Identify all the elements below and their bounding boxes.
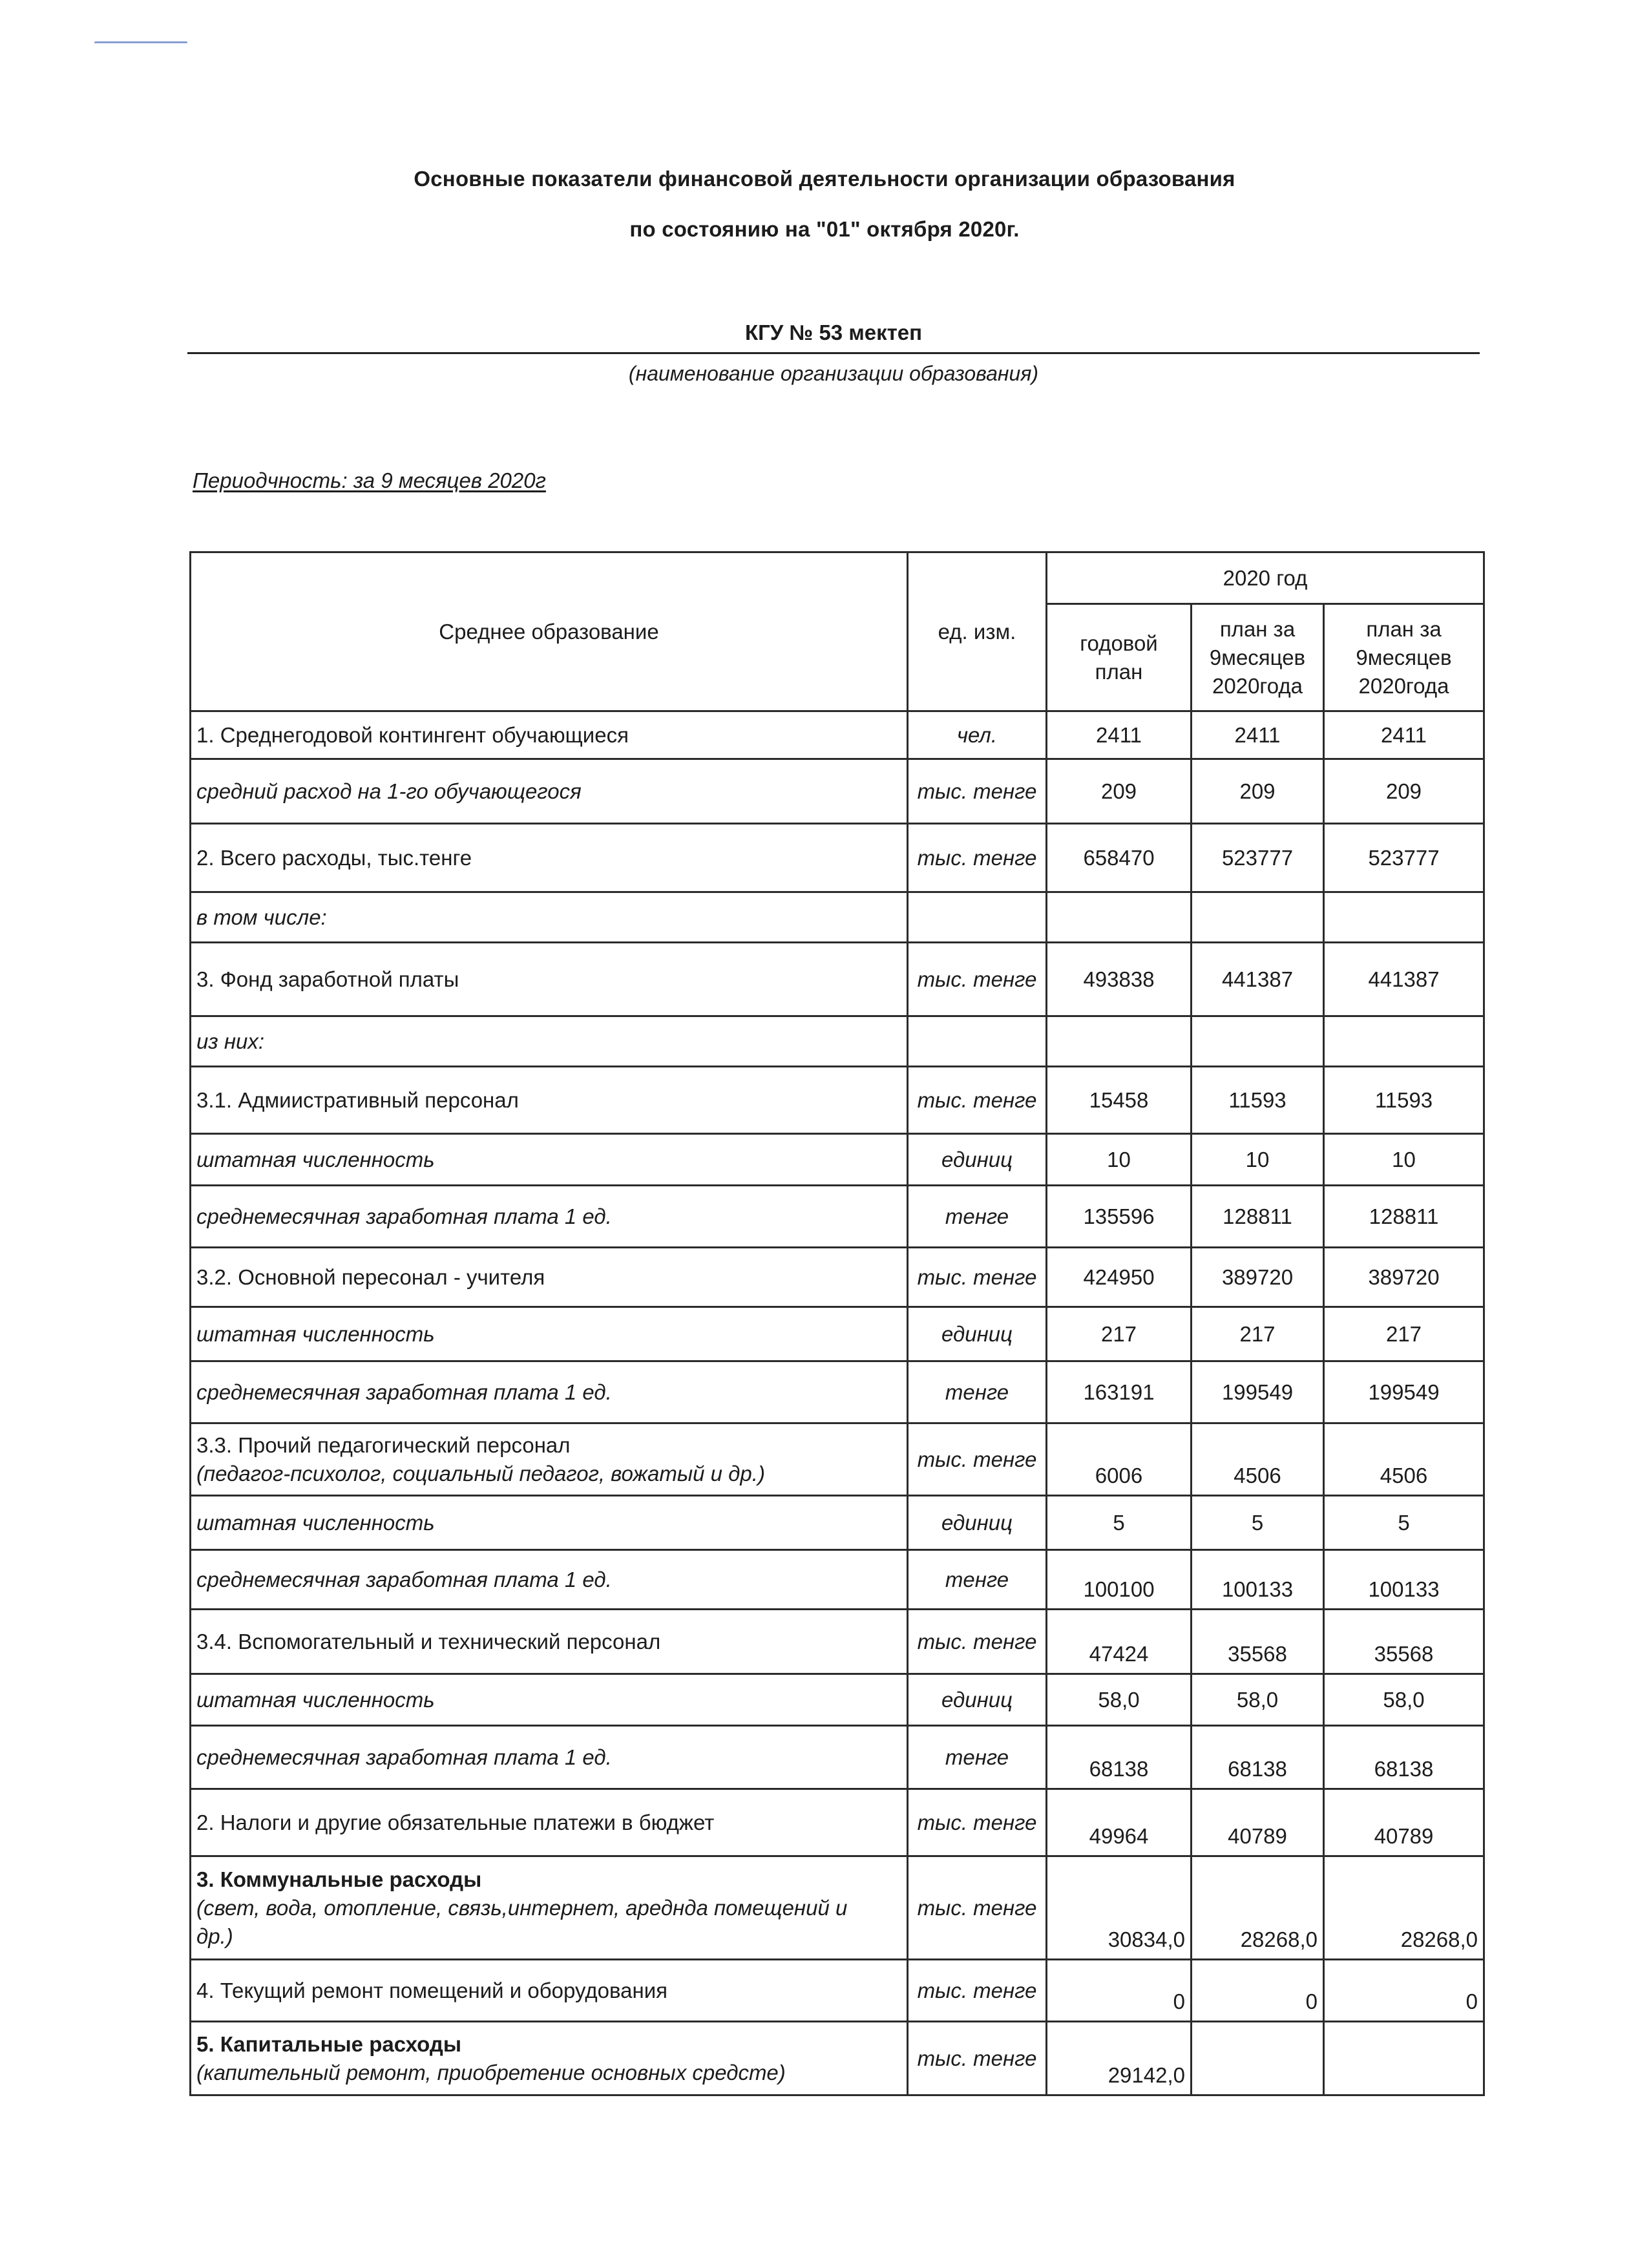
row-label: 2. Всего расходы, тыс.тенге — [191, 824, 908, 892]
row-unit: тыс. тенге — [908, 1789, 1047, 1856]
organization-name: КГУ № 53 мектеп — [744, 320, 923, 344]
row-annual: 10 — [1047, 1134, 1192, 1186]
row-9m-2: 128811 — [1324, 1186, 1484, 1248]
table-row — [191, 1067, 1484, 1134]
row-9m-2: 11593 — [1324, 1067, 1484, 1134]
row-annual — [1047, 892, 1192, 943]
row-annual: 658470 — [1047, 824, 1192, 892]
row-9m: 128811 — [1192, 1186, 1324, 1248]
corner-stamp-mark — [94, 41, 187, 47]
row-annual — [1047, 1016, 1192, 1067]
row-annual: 135596 — [1047, 1186, 1192, 1248]
table-row — [191, 1496, 1484, 1550]
organization-caption: (наименование организации образования) — [628, 362, 1039, 385]
row-label: 3. Коммунальные расходы (свет, вода, отопление, связь,интернет, ареднда помещений и др.) — [191, 1856, 908, 1960]
row-label: 2. Налоги и другие обязательные платежи в бюджет — [191, 1789, 908, 1856]
row-9m: 28268,0 — [1192, 1856, 1324, 1960]
row-9m-2 — [1324, 1016, 1484, 1067]
row-label: 3. Фонд заработной платы — [191, 943, 908, 1016]
row-annual: 58,0 — [1047, 1674, 1192, 1726]
row-unit: единиц — [908, 1134, 1047, 1186]
row-9m-2: 217 — [1324, 1307, 1484, 1361]
table-row — [191, 1610, 1484, 1674]
row-9m: 68138 — [1192, 1726, 1324, 1789]
organization-underline — [187, 352, 1480, 354]
table-row — [191, 1186, 1484, 1248]
row-unit: тыс. тенге — [908, 1423, 1047, 1496]
row-9m: 4506 — [1192, 1423, 1324, 1496]
row-9m: 217 — [1192, 1307, 1324, 1361]
row-unit: тыс. тенге — [908, 1067, 1047, 1134]
row-label: штатная численность — [191, 1134, 908, 1186]
row-9m: 199549 — [1192, 1361, 1324, 1423]
row-label: штатная численность — [191, 1496, 908, 1550]
table-row — [191, 1016, 1484, 1067]
row-annual: 209 — [1047, 759, 1192, 824]
row-9m — [1192, 2022, 1324, 2095]
table-row — [191, 943, 1484, 1016]
table-row — [191, 824, 1484, 892]
row-annual: 2411 — [1047, 711, 1192, 759]
row-9m: 5 — [1192, 1496, 1324, 1550]
row-9m: 10 — [1192, 1134, 1324, 1186]
row-label: средний расход на 1-го обучающегося — [191, 759, 908, 824]
row-9m-2: 209 — [1324, 759, 1484, 824]
row-label: 3.2. Основной пересонал - учителя — [191, 1248, 908, 1307]
row-label: 3.3. Прочий педагогический персонал (педагог-психолог, социальный педагог, вожатый и др.) — [191, 1423, 908, 1496]
row-unit: тенге — [908, 1726, 1047, 1789]
row-label: среднемесячная заработная плата 1 ед. — [191, 1186, 908, 1248]
row-9m-2: 523777 — [1324, 824, 1484, 892]
row-9m-2: 40789 — [1324, 1789, 1484, 1856]
periodicity-label: Периодчность: за 9 месяцев 2020г — [193, 468, 546, 492]
header-annual-plan: годовой план — [1047, 604, 1192, 711]
row-9m-2: 68138 — [1324, 1726, 1484, 1789]
row-unit: тенге — [908, 1186, 1047, 1248]
row-annual: 217 — [1047, 1307, 1192, 1361]
table-row — [191, 1248, 1484, 1307]
row-9m: 40789 — [1192, 1789, 1324, 1856]
row-unit: тыс. тенге — [908, 1610, 1047, 1674]
table-row — [191, 1134, 1484, 1186]
table-row — [191, 2022, 1484, 2095]
row-annual: 424950 — [1047, 1248, 1192, 1307]
row-9m: 58,0 — [1192, 1674, 1324, 1726]
row-unit: тыс. тенге — [908, 1856, 1047, 1960]
table-row — [191, 1550, 1484, 1610]
row-9m-2: 389720 — [1324, 1248, 1484, 1307]
row-annual: 0 — [1047, 1960, 1192, 2022]
document-subtitle-date: по состоянию на "01" октября 2020г. — [629, 217, 1020, 241]
row-9m-2: 58,0 — [1324, 1674, 1484, 1726]
row-unit — [908, 892, 1047, 943]
row-label: в том числе: — [191, 892, 908, 943]
row-label: среднемесячная заработная плата 1 ед. — [191, 1361, 908, 1423]
row-unit: тыс. тенге — [908, 1960, 1047, 2022]
row-9m: 0 — [1192, 1960, 1324, 2022]
table-header-row — [191, 552, 1484, 604]
row-annual: 29142,0 — [1047, 2022, 1192, 2095]
row-unit: единиц — [908, 1307, 1047, 1361]
row-unit — [908, 1016, 1047, 1067]
row-label: 4. Текущий ремонт помещений и оборудования — [191, 1960, 908, 2022]
table-row — [191, 1726, 1484, 1789]
row-label: штатная численность — [191, 1307, 908, 1361]
row-9m — [1192, 892, 1324, 943]
row-annual: 68138 — [1047, 1726, 1192, 1789]
table-row — [191, 759, 1484, 824]
row-9m: 209 — [1192, 759, 1324, 824]
row-9m-2: 4506 — [1324, 1423, 1484, 1496]
table-row — [191, 1423, 1484, 1496]
row-annual: 493838 — [1047, 943, 1192, 1016]
row-9m-2 — [1324, 2022, 1484, 2095]
row-9m: 523777 — [1192, 824, 1324, 892]
row-9m-2: 0 — [1324, 1960, 1484, 2022]
row-9m: 35568 — [1192, 1610, 1324, 1674]
row-9m: 441387 — [1192, 943, 1324, 1016]
row-unit: единиц — [908, 1674, 1047, 1726]
row-label: 1. Среднегодовой контингент обучающиеся — [191, 711, 908, 759]
table-row — [191, 1856, 1484, 1960]
financial-indicators-table — [189, 551, 1485, 2096]
row-annual: 5 — [1047, 1496, 1192, 1550]
row-9m: 2411 — [1192, 711, 1324, 759]
row-label: штатная численность — [191, 1674, 908, 1726]
table-row — [191, 1789, 1484, 1856]
row-9m-2: 441387 — [1324, 943, 1484, 1016]
row-label: из них: — [191, 1016, 908, 1067]
table-row — [191, 1674, 1484, 1726]
row-annual: 100100 — [1047, 1550, 1192, 1610]
header-year: 2020 год — [1047, 552, 1484, 604]
header-unit: ед. изм. — [908, 552, 1047, 711]
row-label: среднемесячная заработная плата 1 ед. — [191, 1550, 908, 1610]
header-9m-plan-2: план за 9месяцев 2020года — [1324, 604, 1484, 711]
row-label: среднемесячная заработная плата 1 ед. — [191, 1726, 908, 1789]
table-row — [191, 892, 1484, 943]
header-9m-plan: план за 9месяцев 2020года — [1192, 604, 1324, 711]
row-9m: 389720 — [1192, 1248, 1324, 1307]
row-9m-2: 10 — [1324, 1134, 1484, 1186]
row-9m: 11593 — [1192, 1067, 1324, 1134]
row-annual: 49964 — [1047, 1789, 1192, 1856]
row-annual: 6006 — [1047, 1423, 1192, 1496]
row-unit: чел. — [908, 711, 1047, 759]
row-9m-2 — [1324, 892, 1484, 943]
header-main: Среднее образование — [191, 552, 908, 711]
row-unit: тыс. тенге — [908, 824, 1047, 892]
row-9m — [1192, 1016, 1324, 1067]
row-9m-2: 35568 — [1324, 1610, 1484, 1674]
table-row — [191, 1307, 1484, 1361]
row-annual: 47424 — [1047, 1610, 1192, 1674]
row-unit: тенге — [908, 1361, 1047, 1423]
table-row — [191, 711, 1484, 759]
row-9m-2: 199549 — [1324, 1361, 1484, 1423]
row-9m: 100133 — [1192, 1550, 1324, 1610]
row-9m-2: 2411 — [1324, 711, 1484, 759]
row-unit: тенге — [908, 1550, 1047, 1610]
row-label: 3.1. Адмиистративный персонал — [191, 1067, 908, 1134]
table-row — [191, 1960, 1484, 2022]
row-unit: тыс. тенге — [908, 1248, 1047, 1307]
row-unit: тыс. тенге — [908, 2022, 1047, 2095]
row-9m-2: 5 — [1324, 1496, 1484, 1550]
row-unit: единиц — [908, 1496, 1047, 1550]
row-unit: тыс. тенге — [908, 943, 1047, 1016]
row-label: 3.4. Вспомогательный и технический персонал — [191, 1610, 908, 1674]
row-9m-2: 28268,0 — [1324, 1856, 1484, 1960]
row-label: 5. Капитальные расходы (капительный ремонт, приобретение основных средстe) — [191, 2022, 908, 2095]
row-annual: 30834,0 — [1047, 1856, 1192, 1960]
row-unit: тыс. тенге — [908, 759, 1047, 824]
row-annual: 163191 — [1047, 1361, 1192, 1423]
row-annual: 15458 — [1047, 1067, 1192, 1134]
table-row — [191, 1361, 1484, 1423]
document-title: Основные показатели финансовой деятельности организации образования — [414, 167, 1235, 191]
row-9m-2: 100133 — [1324, 1550, 1484, 1610]
